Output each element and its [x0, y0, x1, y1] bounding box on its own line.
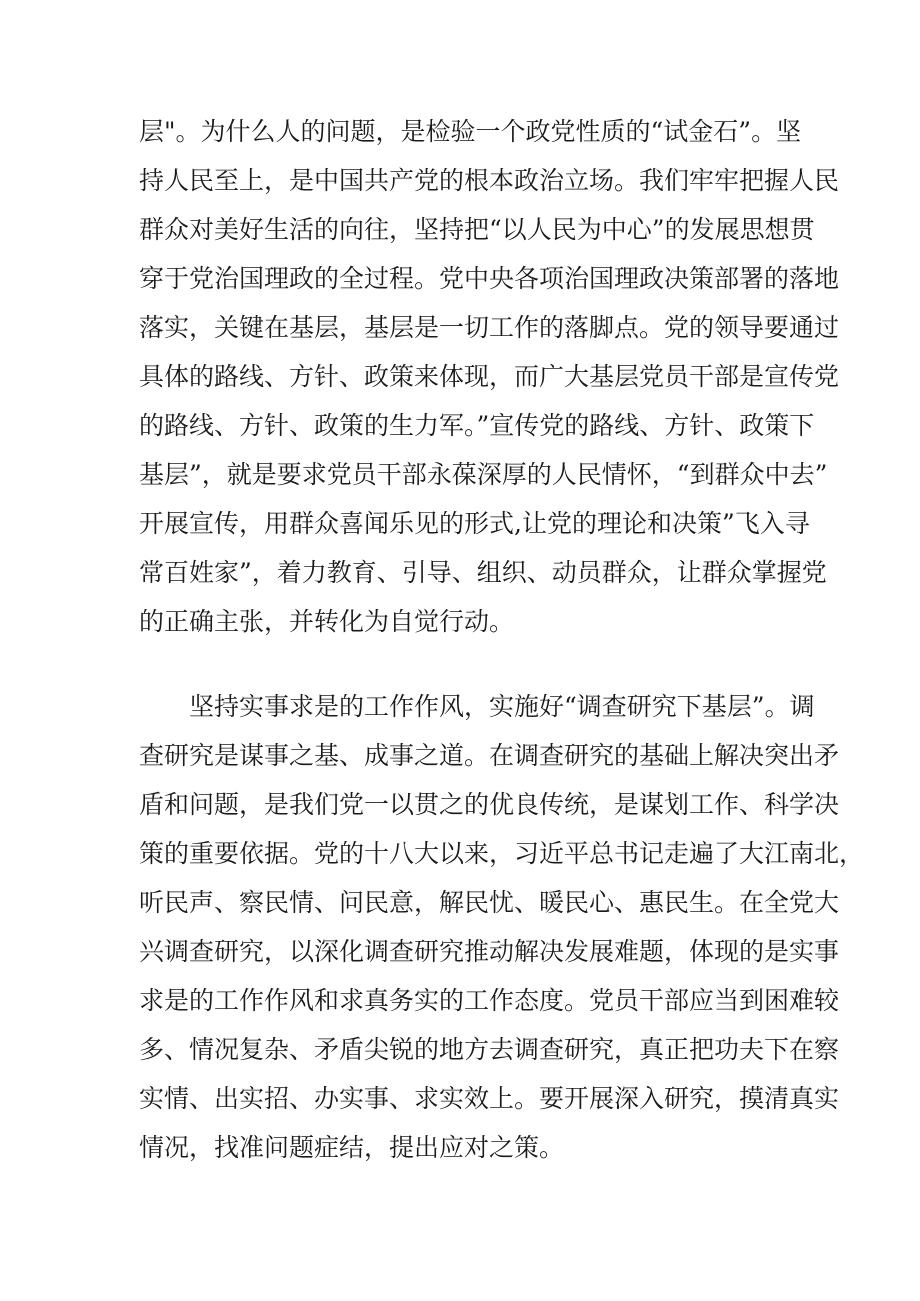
text-line: 持人民至上，是中国共产党的根本政治立场。我们牢牢把握人民 — [139, 166, 840, 195]
text-line: 层"。为什么人的问题，是检验一个政党性质的“试金石”。坚 — [139, 117, 802, 146]
text-line: 的正确主张，并转化为自觉行动。 — [139, 607, 515, 636]
text-line: 常百姓家”，着力教育、引导、组织、动员群众，让群众掌握党 — [139, 558, 827, 587]
text-line: 坚持实事求是的工作作风，实施好“调查研究下基层”。调 — [189, 692, 815, 721]
text-line: 多、情况复杂、矛盾尖锐的地方去调查研究，真正把功夫下在察 — [139, 1035, 840, 1064]
text-line: 基层”，就是要求党员干部永葆深厚的人民情怀，“到群众中去” — [139, 460, 828, 489]
text-line: 穿于党治国理政的全过程。党中央各项治国理政决策部署的落地 — [139, 264, 840, 293]
text-line: 策的重要依据。党的十八大以来，习近平总书记走遍了大江南北， — [139, 839, 865, 868]
text-line: 落实，关键在基层，基层是一切工作的落脚点。党的领导要通过 — [139, 313, 840, 342]
text-line: 兴调查研究，以深化调查研究推动解决发展难题，体现的是实事 — [139, 937, 840, 966]
text-line: 盾和问题，是我们党一以贯之的优良传统，是谋划工作、科学决 — [139, 790, 840, 819]
text-line: 的路线、方针、政策的生力军。”宣传党的路线、方针、政策下 — [139, 411, 815, 440]
paragraph-1 — [139, 107, 840, 646]
paragraph-2 — [139, 682, 865, 1172]
text-line: 群众对美好生活的向往，坚持把“以人民为中心”的发展思想贯 — [139, 215, 815, 244]
text-line: 查研究是谋事之基、成事之道。在调查研究的基础上解决突出矛 — [139, 741, 840, 770]
text-line: 实情、出实招、办实事、求实效上。要开展深入研究，摸清真实 — [139, 1084, 840, 1113]
text-line: 具体的路线、方针、政策来体现，而广大基层党员干部是宣传党 — [139, 362, 840, 391]
text-line: 求是的工作作风和求真务实的工作态度。党员干部应当到困难较 — [139, 986, 840, 1015]
text-line: 开展宣传，用群众喜闻乐见的形式,让党的理论和决策”飞入寻 — [139, 509, 810, 538]
text-line: 情况，找准问题症结，提出应对之策。 — [139, 1133, 565, 1162]
text-line: 听民声、察民情、问民意，解民忧、暖民心、惠民生。在全党大 — [139, 888, 840, 917]
